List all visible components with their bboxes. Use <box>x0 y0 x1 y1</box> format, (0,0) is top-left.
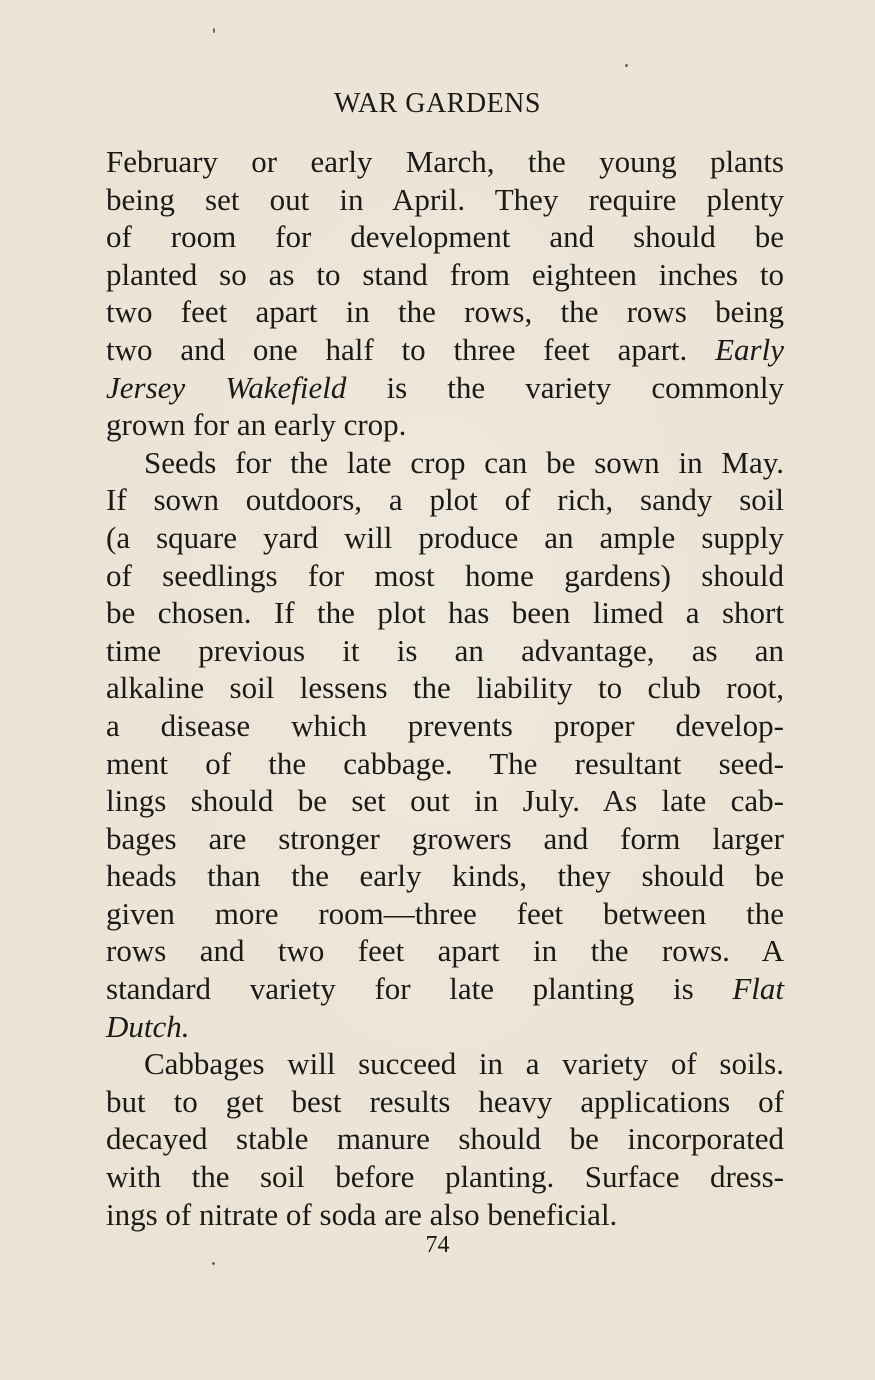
text-run: lings should be set out in July. As late cab- <box>106 783 784 819</box>
paper-speck <box>213 28 215 33</box>
text-line <box>106 181 784 219</box>
text-line <box>106 218 784 256</box>
text-line <box>106 557 784 595</box>
running-head: WAR GARDENS <box>334 88 541 119</box>
paper-speck <box>625 64 628 67</box>
italic-variety-name: Dutch. <box>106 1008 190 1044</box>
text-line <box>106 1083 784 1121</box>
text-line <box>106 331 784 369</box>
text-line <box>106 1008 784 1046</box>
text-run: of seedlings for most home gardens) should <box>106 557 784 593</box>
text-run: heads than the early kinds, they should be <box>106 858 784 894</box>
text-run: planted so as to stand from eighteen inches to <box>106 256 784 292</box>
paper-speck <box>212 1262 215 1265</box>
text-line <box>106 669 784 707</box>
text-line <box>106 857 784 895</box>
text-line <box>106 707 784 745</box>
italic-variety-name: Jersey Wakefield <box>106 369 347 405</box>
text-run: two feet apart in the rows, the rows being <box>106 294 784 330</box>
text-line <box>106 1120 784 1158</box>
text-run: If sown outdoors, a plot of rich, sandy soil <box>106 482 784 518</box>
text-run: Cabbages will succeed in a variety of soils. <box>144 1046 784 1082</box>
text-line <box>106 444 784 482</box>
text-run: ment of the cabbage. The resultant seed- <box>106 745 784 781</box>
text-run: time previous it is an advantage, as an <box>106 632 784 668</box>
text-run: (a square yard will produce an ample supply <box>106 519 784 555</box>
text-run: ings of nitrate of soda are also beneficial. <box>106 1196 618 1232</box>
text-run: of room for development and should be <box>106 219 784 255</box>
text-line <box>106 143 784 181</box>
text-line <box>106 895 784 933</box>
text-run: given more room—three feet between the <box>106 895 784 931</box>
text-line <box>106 632 784 670</box>
body-text <box>106 143 784 1233</box>
text-line <box>106 1045 784 1083</box>
page-number: 74 <box>425 1232 450 1258</box>
text-line <box>106 1158 784 1196</box>
text-line <box>106 369 784 407</box>
text-run: rows and two feet apart in the rows. A <box>106 933 784 969</box>
text-line <box>106 782 784 820</box>
text-run: standard variety for late planting is <box>106 971 733 1007</box>
text-run: Seeds for the late crop can be sown in May. <box>144 444 784 480</box>
text-run: being set out in April. They require plenty <box>106 181 784 217</box>
italic-variety-name: Flat <box>732 971 784 1007</box>
text-line <box>106 1196 784 1234</box>
text-line <box>106 820 784 858</box>
italic-variety-name: Early <box>715 331 784 367</box>
text-run: two and one half to three feet apart. <box>106 331 716 367</box>
text-run: February or early March, the young plants <box>106 144 784 179</box>
text-run: decayed stable manure should be incorporated <box>106 1121 784 1157</box>
text-line <box>106 406 784 444</box>
text-run: bages are stronger growers and form larger <box>106 820 784 856</box>
text-run: be chosen. If the plot has been limed a short <box>106 595 784 631</box>
text-line <box>106 293 784 331</box>
text-line <box>106 594 784 632</box>
text-run: but to get best results heavy applications of <box>106 1083 784 1119</box>
text-run: a disease which prevents proper develop- <box>106 707 784 743</box>
text-line <box>106 481 784 519</box>
text-run: is the variety commonly <box>346 369 785 405</box>
text-run: with the soil before planting. Surface dress- <box>106 1159 784 1195</box>
text-line <box>106 519 784 557</box>
text-line <box>106 932 784 970</box>
text-line <box>106 970 784 1008</box>
text-run: alkaline soil lessens the liability to club root, <box>106 670 784 706</box>
text-run: grown for an early crop. <box>106 407 407 443</box>
text-line <box>106 256 784 294</box>
text-line <box>106 745 784 783</box>
